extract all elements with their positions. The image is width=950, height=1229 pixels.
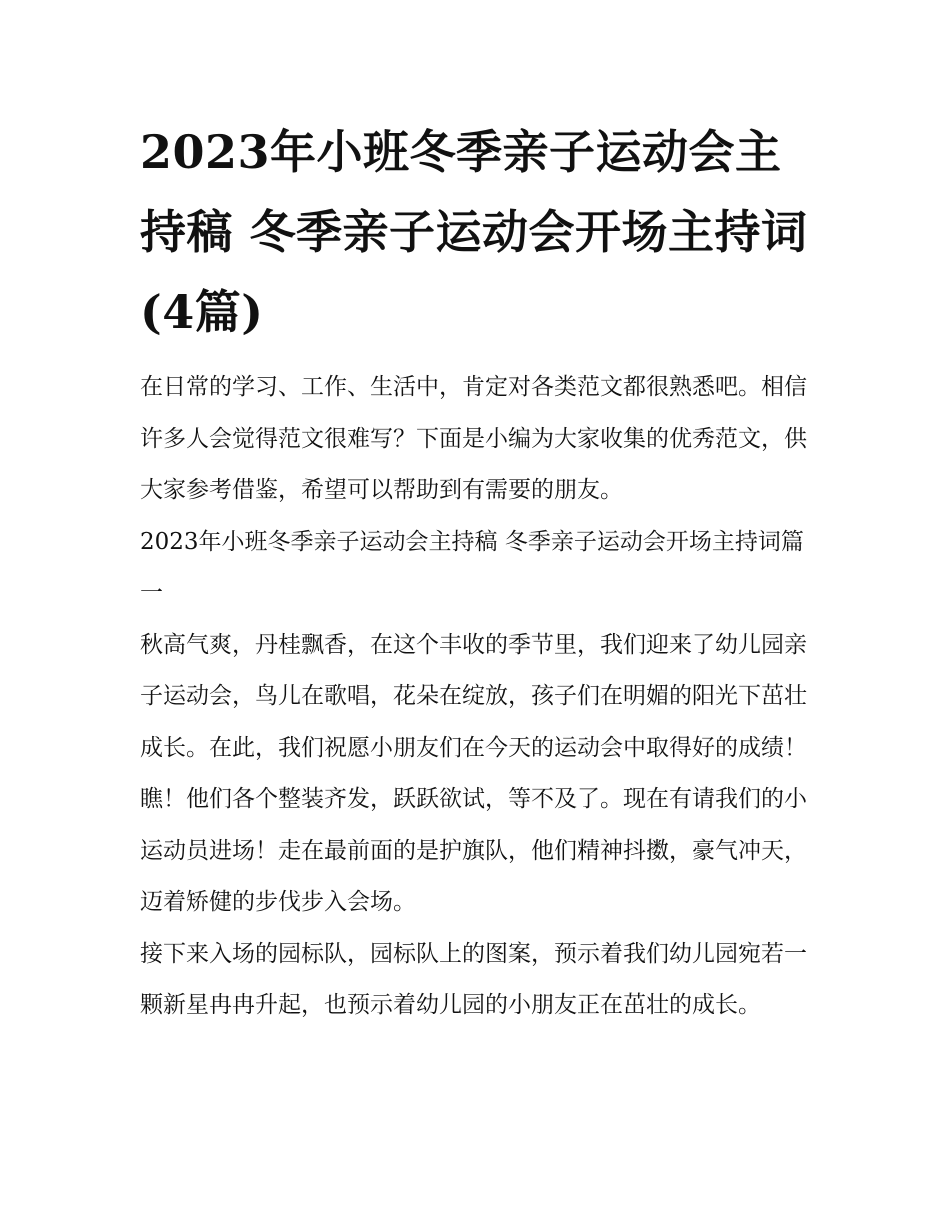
body-paragraph-3: 接下来入场的园标队，园标队上的图案，预示着我们幼儿园宛若一颗新星冉冉升起，也预示着幼儿园的小朋友正在茁壮的成长。: [140, 940, 807, 1018]
document-page: [140, 112, 815, 1032]
section-heading: 2023年小班冬季亲子运动会主持稿 冬季亲子运动会开场主持词篇一: [140, 528, 804, 606]
body-paragraph-1: 秋高气爽，丹桂飘香，在这个丰收的季节里，我们迎来了幼儿园亲子运动会，鸟儿在歌唱，花朵在绽放，孩子们在明媚的阳光下茁壮成长。在此，我们祝愿小朋友们在今天的运动会中取得好的成绩！: [140, 631, 807, 761]
document-title: 2023年小班冬季亲子运动会主持稿 冬季亲子运动会开场主持词(4篇): [140, 125, 808, 339]
body-paragraph-2: 瞧！他们各个整装齐发，跃跃欲试，等不及了。现在有请我们的小运动员进场！走在最前面的是护旗队，他们精神抖擞，豪气冲天，迈着矫健的步伐步入会场。: [140, 786, 807, 915]
intro-paragraph: 在日常的学习、工作、生活中，肯定对各类范文都很熟悉吧。相信许多人会觉得范文很难写？下面是小编为大家收集的优秀范文，供大家参考借鉴，希望可以帮助到有需要的朋友。: [140, 374, 807, 503]
